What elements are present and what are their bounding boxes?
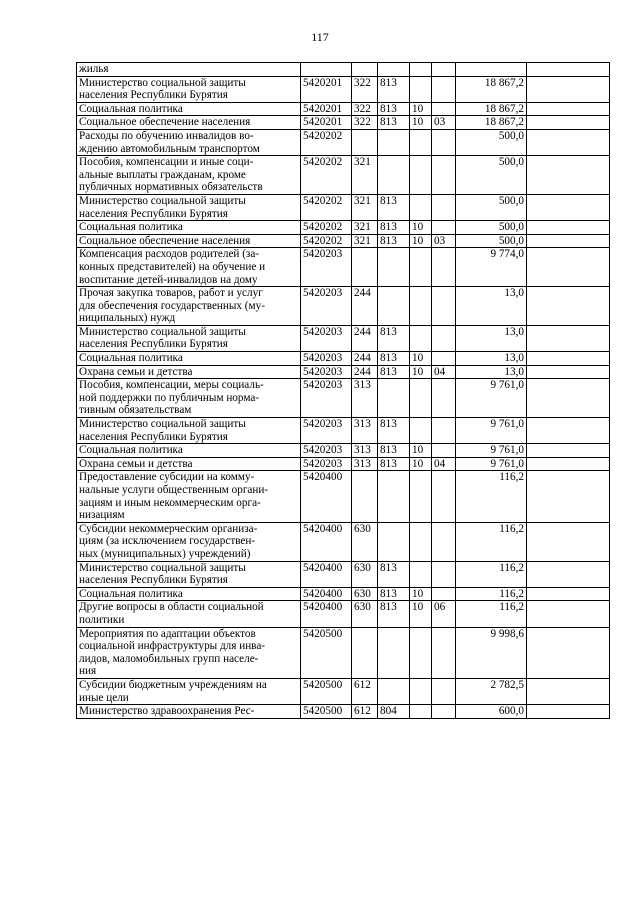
subsection-cell — [432, 587, 456, 601]
section-cell — [410, 561, 432, 587]
amount-cell: 13,0 — [456, 325, 527, 351]
target-code-cell: 5420201 — [301, 76, 352, 102]
blank-cell — [527, 221, 610, 235]
ministry-code-cell — [378, 63, 410, 77]
name-cell: Компенсация расходов родителей (за- конных представителей) на обучение и воспитание детей-инвалидов на дому — [77, 248, 301, 287]
section-cell — [410, 248, 432, 287]
section-cell — [410, 129, 432, 155]
target-code-cell: 5420203 — [301, 457, 352, 471]
blank-cell — [527, 287, 610, 326]
expense-type-cell: 313 — [352, 444, 378, 458]
blank-cell — [527, 194, 610, 220]
blank-cell — [527, 365, 610, 379]
target-code-cell: 5420202 — [301, 129, 352, 155]
section-cell: 10 — [410, 352, 432, 366]
expense-type-cell: 630 — [352, 587, 378, 601]
page-number: 117 — [311, 30, 329, 44]
amount-cell: 116,2 — [456, 601, 527, 627]
blank-cell — [527, 705, 610, 719]
subsection-cell — [432, 325, 456, 351]
subsection-cell — [432, 627, 456, 678]
amount-cell: 2 782,5 — [456, 678, 527, 704]
ministry-code-cell: 813 — [378, 194, 410, 220]
ministry-code-cell — [378, 156, 410, 195]
target-code-cell: 5420203 — [301, 287, 352, 326]
expense-type-cell: 322 — [352, 116, 378, 130]
ministry-code-cell: 813 — [378, 352, 410, 366]
subsection-cell — [432, 705, 456, 719]
amount-cell: 500,0 — [456, 221, 527, 235]
table-row — [77, 627, 610, 678]
target-code-cell: 5420203 — [301, 248, 352, 287]
name-cell: жилья — [77, 63, 301, 77]
section-cell: 10 — [410, 457, 432, 471]
expense-type-cell: 322 — [352, 76, 378, 102]
section-cell: 10 — [410, 221, 432, 235]
blank-cell — [527, 444, 610, 458]
table-row — [77, 587, 610, 601]
name-cell: Прочая закупка товаров, работ и услуг для обеспечения государственных (му- ниципальных) нужд — [77, 287, 301, 326]
table-row — [77, 444, 610, 458]
amount-cell: 9 998,6 — [456, 627, 527, 678]
blank-cell — [527, 587, 610, 601]
amount-cell: 9 761,0 — [456, 379, 527, 418]
name-cell: Социальное обеспечение населения — [77, 116, 301, 130]
blank-cell — [527, 234, 610, 248]
table-row — [77, 457, 610, 471]
target-code-cell: 5420203 — [301, 379, 352, 418]
ministry-code-cell — [378, 471, 410, 522]
blank-cell — [527, 156, 610, 195]
name-cell: Социальная политика — [77, 444, 301, 458]
section-cell — [410, 678, 432, 704]
section-cell: 10 — [410, 444, 432, 458]
expense-type-cell: 244 — [352, 365, 378, 379]
section-cell — [410, 76, 432, 102]
blank-cell — [527, 352, 610, 366]
target-code-cell: 5420202 — [301, 194, 352, 220]
expense-type-cell: 612 — [352, 705, 378, 719]
amount-cell: 500,0 — [456, 156, 527, 195]
table-row — [77, 561, 610, 587]
expense-type-cell: 630 — [352, 601, 378, 627]
section-cell — [410, 63, 432, 77]
section-cell — [410, 287, 432, 326]
subsection-cell: 06 — [432, 601, 456, 627]
subsection-cell: 03 — [432, 116, 456, 130]
table-row — [77, 379, 610, 418]
ministry-code-cell: 813 — [378, 561, 410, 587]
blank-cell — [527, 457, 610, 471]
name-cell: Пособия, компенсации и иные соци- альные выплаты гражданам, кроме публичных нормативных обязательств — [77, 156, 301, 195]
target-code-cell: 5420202 — [301, 234, 352, 248]
target-code-cell: 5420500 — [301, 678, 352, 704]
table-body — [77, 63, 610, 719]
table-row — [77, 63, 610, 77]
subsection-cell — [432, 129, 456, 155]
name-cell: Социальная политика — [77, 102, 301, 116]
ministry-code-cell: 813 — [378, 221, 410, 235]
ministry-code-cell — [378, 129, 410, 155]
amount-cell: 116,2 — [456, 561, 527, 587]
target-code-cell: 5420203 — [301, 352, 352, 366]
name-cell: Социальная политика — [77, 587, 301, 601]
subsection-cell — [432, 471, 456, 522]
section-cell — [410, 705, 432, 719]
section-cell: 10 — [410, 102, 432, 116]
expense-type-cell: 244 — [352, 325, 378, 351]
name-cell: Министерство социальной защиты населения Республики Бурятия — [77, 325, 301, 351]
target-code-cell: 5420201 — [301, 116, 352, 130]
table-row — [77, 352, 610, 366]
expense-type-cell: 630 — [352, 522, 378, 561]
expense-type-cell: 313 — [352, 379, 378, 418]
section-cell: 10 — [410, 365, 432, 379]
target-code-cell: 5420400 — [301, 522, 352, 561]
section-cell — [410, 325, 432, 351]
subsection-cell — [432, 102, 456, 116]
ministry-code-cell: 813 — [378, 234, 410, 248]
amount-cell: 9 761,0 — [456, 444, 527, 458]
ministry-code-cell — [378, 287, 410, 326]
blank-cell — [527, 471, 610, 522]
amount-cell: 13,0 — [456, 352, 527, 366]
expense-type-cell — [352, 627, 378, 678]
name-cell: Другие вопросы в области социальной политики — [77, 601, 301, 627]
ministry-code-cell: 813 — [378, 325, 410, 351]
amount-cell: 9 761,0 — [456, 457, 527, 471]
ministry-code-cell — [378, 379, 410, 418]
amount-cell: 116,2 — [456, 587, 527, 601]
amount-cell: 500,0 — [456, 129, 527, 155]
blank-cell — [527, 116, 610, 130]
expense-type-cell: 612 — [352, 678, 378, 704]
target-code-cell: 5420203 — [301, 418, 352, 444]
amount-cell: 18 867,2 — [456, 102, 527, 116]
name-cell: Министерство социальной защиты населения Республики Бурятия — [77, 561, 301, 587]
table-row — [77, 129, 610, 155]
expense-type-cell: 321 — [352, 234, 378, 248]
target-code-cell: 5420203 — [301, 444, 352, 458]
subsection-cell — [432, 63, 456, 77]
table-row — [77, 248, 610, 287]
section-cell: 10 — [410, 587, 432, 601]
subsection-cell — [432, 522, 456, 561]
ministry-code-cell: 813 — [378, 418, 410, 444]
expense-type-cell — [352, 248, 378, 287]
name-cell: Социальное обеспечение населения — [77, 234, 301, 248]
name-cell: Министерство социальной защиты населения Республики Бурятия — [77, 418, 301, 444]
blank-cell — [527, 379, 610, 418]
expense-type-cell: 313 — [352, 418, 378, 444]
subsection-cell — [432, 444, 456, 458]
blank-cell — [527, 63, 610, 77]
blank-cell — [527, 418, 610, 444]
ministry-code-cell — [378, 627, 410, 678]
budget-table — [76, 62, 610, 719]
amount-cell: 116,2 — [456, 471, 527, 522]
expense-type-cell: 321 — [352, 194, 378, 220]
name-cell: Социальная политика — [77, 352, 301, 366]
expense-type-cell: 321 — [352, 221, 378, 235]
name-cell: Расходы по обучению инвалидов во- ждению автомобильным транспортом — [77, 129, 301, 155]
subsection-cell — [432, 248, 456, 287]
section-cell — [410, 522, 432, 561]
target-code-cell: 5420400 — [301, 471, 352, 522]
table-row — [77, 471, 610, 522]
section-cell: 10 — [410, 234, 432, 248]
expense-type-cell: 322 — [352, 102, 378, 116]
section-cell: 10 — [410, 601, 432, 627]
target-code-cell — [301, 63, 352, 77]
name-cell: Субсидии бюджетным учреждениям на иные цели — [77, 678, 301, 704]
amount-cell: 13,0 — [456, 365, 527, 379]
name-cell: Охрана семьи и детства — [77, 457, 301, 471]
amount-cell: 116,2 — [456, 522, 527, 561]
section-cell — [410, 418, 432, 444]
expense-type-cell: 630 — [352, 561, 378, 587]
ministry-code-cell: 804 — [378, 705, 410, 719]
blank-cell — [527, 627, 610, 678]
blank-cell — [527, 248, 610, 287]
table-row — [77, 418, 610, 444]
section-cell — [410, 627, 432, 678]
subsection-cell — [432, 194, 456, 220]
target-code-cell: 5420500 — [301, 627, 352, 678]
amount-cell: 18 867,2 — [456, 76, 527, 102]
table-row — [77, 194, 610, 220]
amount-cell: 13,0 — [456, 287, 527, 326]
target-code-cell: 5420400 — [301, 601, 352, 627]
name-cell: Министерство здравоохранения Рес- — [77, 705, 301, 719]
expense-type-cell: 321 — [352, 156, 378, 195]
ministry-code-cell: 813 — [378, 365, 410, 379]
expense-type-cell: 244 — [352, 287, 378, 326]
table-row — [77, 102, 610, 116]
target-code-cell: 5420400 — [301, 561, 352, 587]
amount-cell: 500,0 — [456, 234, 527, 248]
expense-type-cell — [352, 471, 378, 522]
blank-cell — [527, 76, 610, 102]
subsection-cell: 03 — [432, 234, 456, 248]
blank-cell — [527, 678, 610, 704]
table-row — [77, 601, 610, 627]
amount-cell: 18 867,2 — [456, 116, 527, 130]
target-code-cell: 5420203 — [301, 365, 352, 379]
ministry-code-cell: 813 — [378, 587, 410, 601]
name-cell: Предоставление субсидии на комму- нальные услуги общественным органи- зациям и иным некоммерческим орга- низациям — [77, 471, 301, 522]
section-cell — [410, 194, 432, 220]
section-cell — [410, 379, 432, 418]
expense-type-cell: 313 — [352, 457, 378, 471]
blank-cell — [527, 325, 610, 351]
table-row — [77, 234, 610, 248]
name-cell: Министерство социальной защиты населения Республики Бурятия — [77, 76, 301, 102]
ministry-code-cell — [378, 678, 410, 704]
amount-cell: 9 761,0 — [456, 418, 527, 444]
ministry-code-cell: 813 — [378, 76, 410, 102]
blank-cell — [527, 561, 610, 587]
blank-cell — [527, 102, 610, 116]
subsection-cell — [432, 678, 456, 704]
amount-cell: 600,0 — [456, 705, 527, 719]
target-code-cell: 5420202 — [301, 221, 352, 235]
name-cell: Пособия, компенсации, меры социаль- ной поддержки по публичным норма- тивным обязательствам — [77, 379, 301, 418]
target-code-cell: 5420202 — [301, 156, 352, 195]
target-code-cell: 5420201 — [301, 102, 352, 116]
name-cell: Субсидии некоммерческим организа- циям (за исключением государствен- ных (муниципальных) учреждений) — [77, 522, 301, 561]
subsection-cell — [432, 156, 456, 195]
table-row — [77, 287, 610, 326]
blank-cell — [527, 129, 610, 155]
table-row — [77, 76, 610, 102]
subsection-cell: 04 — [432, 457, 456, 471]
name-cell: Мероприятия по адаптации объектов социальной инфраструктуры для инва- лидов, маломобильных групп населе- ния — [77, 627, 301, 678]
ministry-code-cell: 813 — [378, 102, 410, 116]
target-code-cell: 5420203 — [301, 325, 352, 351]
subsection-cell — [432, 221, 456, 235]
target-code-cell: 5420500 — [301, 705, 352, 719]
name-cell: Социальная политика — [77, 221, 301, 235]
name-cell: Министерство социальной защиты населения Республики Бурятия — [77, 194, 301, 220]
section-cell: 10 — [410, 116, 432, 130]
subsection-cell — [432, 76, 456, 102]
table-row — [77, 156, 610, 195]
ministry-code-cell: 813 — [378, 116, 410, 130]
blank-cell — [527, 522, 610, 561]
table-row — [77, 522, 610, 561]
table-row — [77, 116, 610, 130]
table-row — [77, 365, 610, 379]
amount-cell — [456, 63, 527, 77]
table-row — [77, 221, 610, 235]
expense-type-cell — [352, 63, 378, 77]
amount-cell: 500,0 — [456, 194, 527, 220]
target-code-cell: 5420400 — [301, 587, 352, 601]
subsection-cell: 04 — [432, 365, 456, 379]
ministry-code-cell: 813 — [378, 601, 410, 627]
subsection-cell — [432, 561, 456, 587]
amount-cell: 9 774,0 — [456, 248, 527, 287]
expense-type-cell: 244 — [352, 352, 378, 366]
table-row — [77, 705, 610, 719]
subsection-cell — [432, 418, 456, 444]
subsection-cell — [432, 287, 456, 326]
section-cell — [410, 471, 432, 522]
ministry-code-cell: 813 — [378, 457, 410, 471]
expense-type-cell — [352, 129, 378, 155]
ministry-code-cell — [378, 522, 410, 561]
section-cell — [410, 156, 432, 195]
subsection-cell — [432, 379, 456, 418]
name-cell: Охрана семьи и детства — [77, 365, 301, 379]
blank-cell — [527, 601, 610, 627]
table-row — [77, 678, 610, 704]
ministry-code-cell: 813 — [378, 444, 410, 458]
subsection-cell — [432, 352, 456, 366]
table-row — [77, 325, 610, 351]
ministry-code-cell — [378, 248, 410, 287]
